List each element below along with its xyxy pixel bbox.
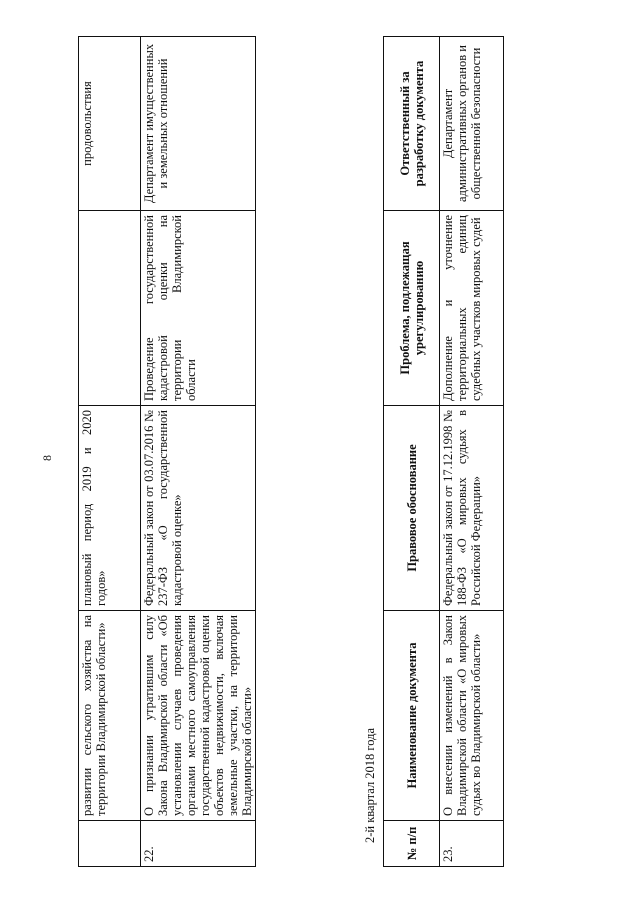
legislation-table-q2: [383, 36, 504, 867]
problem-cell: [79, 211, 141, 406]
legal-basis-cell: Федеральный закон от 17.12.1998 № 188-ФЗ «О мировых судьях в Российской Федерации»: [440, 406, 504, 611]
header-document-name: Наименование документа: [384, 611, 440, 821]
legal-basis-cell: плановый период 2019 и 2020 годов»: [79, 406, 141, 611]
table-row: [79, 37, 141, 867]
document-name-cell: О признании утратившим силу Закона Владимирской области «Об установлении случаев проведения органами местного самоуправления государственной кадастровой оценки объектов недвижимости, включая земельные участки, на территории Владимирской области»: [141, 611, 256, 821]
header-legal-basis: Правовое обоснование: [384, 406, 440, 611]
section-caption: 2-й квартал 2018 года: [363, 727, 377, 843]
legislation-table-continued: [78, 36, 256, 867]
page-number: 8: [40, 455, 54, 461]
document-name-cell: развитии сельского хозяйства на территории Владимирской области»: [79, 611, 141, 821]
responsible-cell: Департамент административных органов и общественной безопасности: [440, 37, 504, 211]
table-header-row: [384, 37, 440, 867]
problem-cell: Дополнение и уточнение территориальных единиц судебных участков мировых судей: [440, 211, 504, 406]
table-row: [440, 37, 504, 867]
header-number: № п/п: [384, 821, 440, 867]
header-responsible: Ответственный за разработку документа: [384, 37, 440, 211]
legal-basis-cell: Федеральный закон от 03.07.2016 № 237-ФЗ «О государственной кадастровой оценке»: [141, 406, 256, 611]
row-number-cell: [79, 821, 141, 867]
document-name-cell: О внесении изменений в Закон Владимирской области «О мировых судьях во Владимирской области»: [440, 611, 504, 821]
table-row: [141, 37, 256, 867]
header-problem: Проблема, подлежащая урегулированию: [384, 211, 440, 406]
responsible-cell: Департамент имущественных и земельных отношений: [141, 37, 256, 211]
responsible-cell: продовольствия: [79, 37, 141, 211]
problem-cell: Проведение государственной кадастровой оценки на территории Владимирской области: [141, 211, 256, 406]
row-number-cell: 22.: [141, 821, 256, 867]
row-number-cell: 23.: [440, 821, 504, 867]
